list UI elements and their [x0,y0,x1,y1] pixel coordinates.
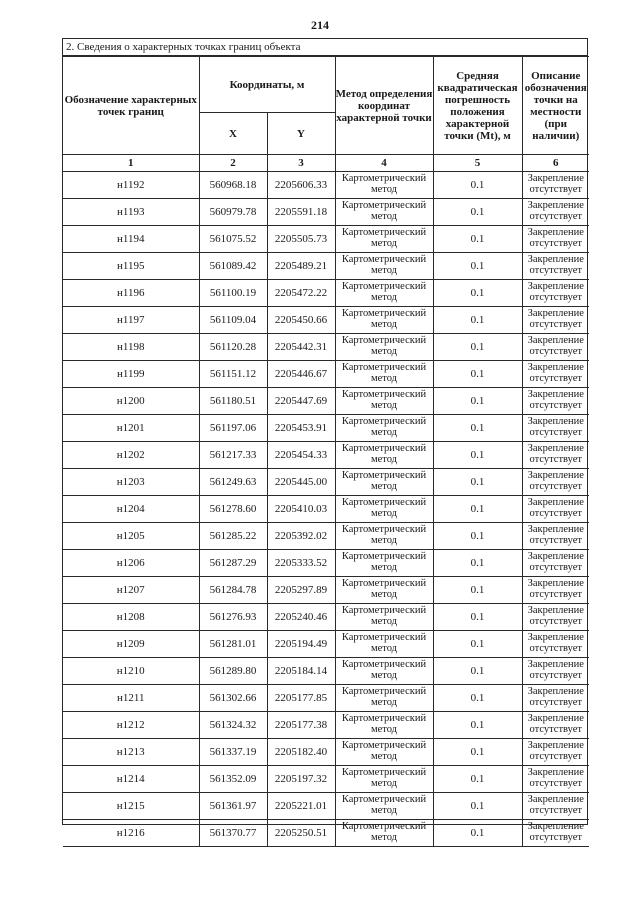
column-number: 5 [433,155,522,172]
method-line: Картометрический [341,200,427,211]
method-line: метод [370,751,398,762]
description-line: Закрепление [527,362,584,373]
accuracy-value: 0.1 [433,604,522,631]
table-row [63,253,589,280]
method-line: метод [370,319,398,330]
header-accuracy: Средняя квадратическая погрешность положения характерной точки (Mt), м [433,57,522,155]
coordinate-x: 561089.42 [199,253,267,280]
coordinate-y: 2205197.32 [267,766,335,793]
method-line: Картометрический [341,686,427,697]
coordinate-x: 561278.60 [199,496,267,523]
accuracy-value: 0.1 [433,793,522,820]
description-cell [522,307,589,334]
description-cell [522,442,589,469]
description-cell [522,253,589,280]
description-line: Закрепление [527,173,584,184]
description-line: отсутствует [529,832,583,843]
accuracy-value: 0.1 [433,496,522,523]
coordinate-x: 561337.19 [199,739,267,766]
description-line: отсутствует [529,400,583,411]
method-line: метод [370,643,398,654]
description-line: отсутствует [529,508,583,519]
accuracy-value: 0.1 [433,766,522,793]
description-line: Закрепление [527,335,584,346]
description-line: отсутствует [529,643,583,654]
coordinate-y: 2205489.21 [267,253,335,280]
method-cell [335,253,433,280]
header-coordinates: Координаты, м [199,57,335,113]
method-line: Картометрический [341,659,427,670]
method-cell [335,793,433,820]
coordinate-x: 561370.77 [199,820,267,847]
point-designation: н1206 [63,550,199,577]
point-designation: н1195 [63,253,199,280]
description-line: Закрепление [527,389,584,400]
method-line: Картометрический [341,605,427,616]
coordinate-y: 2205442.31 [267,334,335,361]
description-line: Закрепление [527,254,584,265]
description-line: отсутствует [529,184,583,195]
accuracy-value: 0.1 [433,442,522,469]
method-line: метод [370,670,398,681]
description-cell [522,739,589,766]
section-title: 2. Сведения о характерных точках границ объекта [63,39,587,56]
method-line: Картометрический [341,308,427,319]
method-cell [335,172,433,199]
description-cell [522,712,589,739]
coordinate-y: 2205221.01 [267,793,335,820]
point-designation: н1203 [63,469,199,496]
method-cell [335,442,433,469]
table-row [63,577,589,604]
table-row [63,442,589,469]
method-line: метод [370,373,398,384]
accuracy-value: 0.1 [433,226,522,253]
coordinate-x: 561324.32 [199,712,267,739]
point-designation: н1204 [63,496,199,523]
point-designation: н1212 [63,712,199,739]
description-line: отсутствует [529,481,583,492]
header-description: Описание обозначения точки на местности (при наличии) [522,57,589,155]
description-line: отсутствует [529,670,583,681]
point-designation: н1194 [63,226,199,253]
description-line: Закрепление [527,578,584,589]
table-row [63,199,589,226]
table-row [63,469,589,496]
accuracy-value: 0.1 [433,253,522,280]
description-line: Закрепление [527,551,584,562]
description-line: отсутствует [529,697,583,708]
method-cell [335,280,433,307]
coordinate-y: 2205410.03 [267,496,335,523]
description-cell [522,658,589,685]
coordinate-y: 2205240.46 [267,604,335,631]
description-line: отсутствует [529,454,583,465]
method-line: метод [370,265,398,276]
header-y: Y [267,113,335,155]
method-cell [335,523,433,550]
description-line: отсутствует [529,292,583,303]
table-row [63,496,589,523]
description-cell [522,199,589,226]
table-row [63,712,589,739]
coordinate-y: 2205472.22 [267,280,335,307]
point-designation: н1193 [63,199,199,226]
coordinate-x: 561217.33 [199,442,267,469]
method-line: Картометрический [341,335,427,346]
accuracy-value: 0.1 [433,658,522,685]
description-line: Закрепление [527,470,584,481]
point-designation: н1202 [63,442,199,469]
accuracy-value: 0.1 [433,631,522,658]
point-designation: н1201 [63,415,199,442]
method-cell [335,712,433,739]
table-row [63,631,589,658]
description-line: Закрепление [527,605,584,616]
coordinate-x: 561197.06 [199,415,267,442]
header-method: Метод определения координат характерной точки [335,57,433,155]
table-row [63,280,589,307]
table-row [63,820,589,847]
description-line: отсутствует [529,616,583,627]
description-line: отсутствует [529,589,583,600]
description-line: Закрепление [527,281,584,292]
coordinate-x: 561302.66 [199,685,267,712]
description-line: отсутствует [529,724,583,735]
method-cell [335,388,433,415]
column-number: 4 [335,155,433,172]
coordinate-y: 2205450.66 [267,307,335,334]
coordinate-y: 2205297.89 [267,577,335,604]
coordinate-x: 560979.78 [199,199,267,226]
method-line: метод [370,562,398,573]
accuracy-value: 0.1 [433,577,522,604]
method-line: Картометрический [341,362,427,373]
column-number: 6 [522,155,589,172]
method-line: метод [370,481,398,492]
description-line: Закрепление [527,713,584,724]
table-row [63,685,589,712]
description-cell [522,415,589,442]
table-row [63,388,589,415]
point-designation: н1211 [63,685,199,712]
table-body [63,172,589,847]
method-cell [335,307,433,334]
description-line: Закрепление [527,794,584,805]
method-cell [335,469,433,496]
description-line: Закрепление [527,443,584,454]
description-cell [522,577,589,604]
point-designation: н1207 [63,577,199,604]
method-cell [335,496,433,523]
method-line: Картометрический [341,173,427,184]
accuracy-value: 0.1 [433,199,522,226]
description-line: Закрепление [527,497,584,508]
method-line: Картометрический [341,767,427,778]
coordinate-y: 2205250.51 [267,820,335,847]
description-line: отсутствует [529,778,583,789]
description-line: отсутствует [529,805,583,816]
description-line: отсутствует [529,346,583,357]
description-cell [522,550,589,577]
description-cell [522,172,589,199]
table-row [63,334,589,361]
description-line: Закрепление [527,200,584,211]
method-cell [335,550,433,577]
table-row [63,415,589,442]
description-line: отсутствует [529,211,583,222]
method-line: метод [370,400,398,411]
accuracy-value: 0.1 [433,523,522,550]
point-designation: н1210 [63,658,199,685]
coordinate-x: 561100.19 [199,280,267,307]
coordinate-x: 561249.63 [199,469,267,496]
table-row [63,604,589,631]
page-number: 214 [311,18,329,32]
method-line: метод [370,832,398,843]
description-cell [522,361,589,388]
description-cell [522,523,589,550]
method-cell [335,658,433,685]
coordinate-x: 561352.09 [199,766,267,793]
point-designation: н1213 [63,739,199,766]
point-designation: н1205 [63,523,199,550]
table-row [63,361,589,388]
accuracy-value: 0.1 [433,172,522,199]
coordinate-x: 561120.28 [199,334,267,361]
method-cell [335,577,433,604]
table-row [63,658,589,685]
method-cell [335,766,433,793]
description-cell [522,469,589,496]
document-frame [62,38,588,843]
method-cell [335,604,433,631]
description-line: Закрепление [527,659,584,670]
method-line: метод [370,238,398,249]
table-row [63,226,589,253]
table-row [63,793,589,820]
description-cell [522,280,589,307]
method-line: Картометрический [341,740,427,751]
coordinate-y: 2205505.73 [267,226,335,253]
coordinate-x: 561281.01 [199,631,267,658]
description-cell [522,226,589,253]
description-line: отсутствует [529,427,583,438]
point-designation: н1192 [63,172,199,199]
method-line: Картометрический [341,713,427,724]
point-designation: н1198 [63,334,199,361]
table-row [63,766,589,793]
coordinate-x: 560968.18 [199,172,267,199]
coordinate-x: 561151.12 [199,361,267,388]
column-number: 3 [267,155,335,172]
accuracy-value: 0.1 [433,739,522,766]
description-line: отсутствует [529,238,583,249]
accuracy-value: 0.1 [433,307,522,334]
method-line: метод [370,292,398,303]
description-cell [522,631,589,658]
accuracy-value: 0.1 [433,685,522,712]
method-line: метод [370,589,398,600]
coordinate-x: 561109.04 [199,307,267,334]
description-line: Закрепление [527,767,584,778]
coordinate-x: 561287.29 [199,550,267,577]
description-line: Закрепление [527,524,584,535]
coordinate-y: 2205606.33 [267,172,335,199]
method-cell [335,226,433,253]
description-line: отсутствует [529,535,583,546]
description-line: отсутствует [529,751,583,762]
coordinate-y: 2205453.91 [267,415,335,442]
accuracy-value: 0.1 [433,820,522,847]
method-line: Картометрический [341,254,427,265]
point-designation: н1215 [63,793,199,820]
table-row [63,550,589,577]
point-designation: н1208 [63,604,199,631]
description-line: отсутствует [529,319,583,330]
method-line: Картометрический [341,389,427,400]
description-line: Закрепление [527,308,584,319]
accuracy-value: 0.1 [433,334,522,361]
method-line: Картометрический [341,578,427,589]
table-tail [63,847,587,867]
coordinate-x: 561075.52 [199,226,267,253]
description-cell [522,793,589,820]
method-line: Картометрический [341,524,427,535]
description-line: Закрепление [527,686,584,697]
coordinate-x: 561289.80 [199,658,267,685]
accuracy-value: 0.1 [433,469,522,496]
coordinate-x: 561180.51 [199,388,267,415]
method-line: метод [370,697,398,708]
header-x: X [199,113,267,155]
coordinate-x: 561276.93 [199,604,267,631]
method-line: метод [370,616,398,627]
method-line: Картометрический [341,416,427,427]
method-cell [335,415,433,442]
point-designation: н1209 [63,631,199,658]
coordinate-y: 2205194.49 [267,631,335,658]
description-cell [522,334,589,361]
accuracy-value: 0.1 [433,388,522,415]
method-line: метод [370,778,398,789]
accuracy-value: 0.1 [433,550,522,577]
method-line: Картометрический [341,497,427,508]
description-cell [522,604,589,631]
coordinate-y: 2205184.14 [267,658,335,685]
table-row [63,172,589,199]
method-line: метод [370,724,398,735]
point-designation: н1197 [63,307,199,334]
method-line: метод [370,508,398,519]
table-row [63,307,589,334]
point-designation: н1216 [63,820,199,847]
coordinate-x: 561284.78 [199,577,267,604]
method-cell [335,631,433,658]
boundary-points-table [63,56,589,847]
coordinate-y: 2205177.38 [267,712,335,739]
method-line: Картометрический [341,227,427,238]
method-line: метод [370,427,398,438]
header-designation: Обозначение характерных точек границ [63,57,199,155]
description-cell [522,496,589,523]
coordinate-y: 2205182.40 [267,739,335,766]
method-line: метод [370,184,398,195]
description-line: Закрепление [527,632,584,643]
description-line: Закрепление [527,821,584,832]
point-designation: н1199 [63,361,199,388]
method-cell [335,334,433,361]
coordinate-y: 2205333.52 [267,550,335,577]
coordinate-x: 561361.97 [199,793,267,820]
description-line: Закрепление [527,416,584,427]
method-line: метод [370,346,398,357]
accuracy-value: 0.1 [433,361,522,388]
method-line: Картометрический [341,470,427,481]
description-line: отсутствует [529,373,583,384]
coordinate-y: 2205454.33 [267,442,335,469]
coordinate-y: 2205446.67 [267,361,335,388]
coordinate-y: 2205445.00 [267,469,335,496]
description-line: отсутствует [529,265,583,276]
method-line: метод [370,535,398,546]
method-cell [335,685,433,712]
column-number: 2 [199,155,267,172]
method-cell [335,739,433,766]
description-cell [522,820,589,847]
description-line: Закрепление [527,227,584,238]
method-line: Картометрический [341,821,427,832]
description-line: отсутствует [529,562,583,573]
coordinate-x: 561285.22 [199,523,267,550]
description-cell [522,766,589,793]
method-line: Картометрический [341,551,427,562]
method-line: метод [370,211,398,222]
method-line: Картометрический [341,281,427,292]
coordinate-y: 2205447.69 [267,388,335,415]
column-number: 1 [63,155,199,172]
method-line: Картометрический [341,632,427,643]
description-line: Закрепление [527,740,584,751]
coordinate-y: 2205392.02 [267,523,335,550]
table-row [63,523,589,550]
method-line: метод [370,454,398,465]
method-line: метод [370,805,398,816]
description-cell [522,685,589,712]
method-cell [335,361,433,388]
point-designation: н1214 [63,766,199,793]
method-cell [335,820,433,847]
table-row [63,739,589,766]
method-line: Картометрический [341,794,427,805]
point-designation: н1200 [63,388,199,415]
point-designation: н1196 [63,280,199,307]
coordinate-y: 2205591.18 [267,199,335,226]
accuracy-value: 0.1 [433,415,522,442]
description-cell [522,388,589,415]
method-cell [335,199,433,226]
method-line: Картометрический [341,443,427,454]
accuracy-value: 0.1 [433,712,522,739]
coordinate-y: 2205177.85 [267,685,335,712]
accuracy-value: 0.1 [433,280,522,307]
